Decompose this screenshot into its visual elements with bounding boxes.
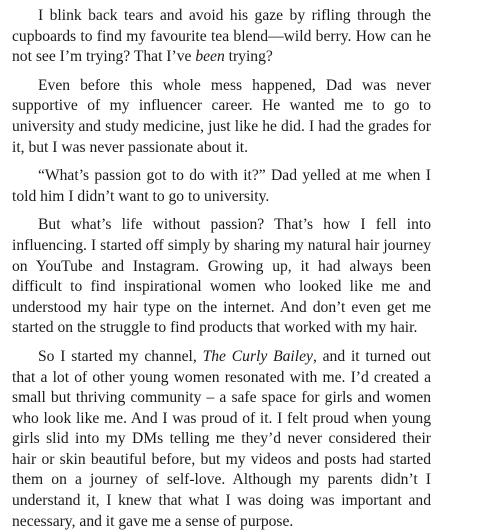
paragraph-4 [12,215,431,339]
paragraph-4-text: But what’s life without passion? That’s how I fell into influencing. I started off simply by sharing my natural hair journey on YouTube and Instagram. Growing up, it had always been difficult to find inspirational women who looked like me and understood my hair type on the internet. And don’t even get me started on the struggle to find products that worked with my hair. [12,216,431,337]
channel-name: The Curly Bailey [202,347,313,365]
paragraph-3-text: “What’s passion got to do with it?” Dad yelled at me when I told him I didn’t want to go to university. [12,167,431,205]
paragraph-1 [12,6,431,68]
paragraph-5-text-b: , and it turned out that a lot of other young women resonated with me. I’d created a small but thriving community – a safe space for girls and women who look like me. And I was proud of it. I felt proud when young girls slid into my DMs telling me they’d never considered their hair or skin beautiful before, but my videos and posts had started them on a journey of self-love. Although my parents didn’t I understand it, I knew that what I was doing was important and necessary, and it gave me a sense of purpose. [12,347,431,530]
paragraph-1-text-a: I blink back tears and avoid his gaze by rifling through the cupboards to find my favourite tea blend—wild berry. How can he not see I’m trying? That I’ve [12,7,431,66]
paragraph-1-emphasis: been [195,48,225,66]
paragraph-5 [12,347,431,532]
paragraph-2-text: Even before this whole mess happened, Dad was never supportive of my influencer career. He wanted me to go to university and study medicine, just like he did. I had the grades for it, but I was never passionate about it. [12,76,431,156]
paragraph-5-text-a: So I started my channel, [38,347,203,365]
paragraph-2 [12,76,431,158]
paragraph-3 [12,166,431,207]
paragraph-1-text-b: trying? [224,48,273,66]
page-text [12,6,431,532]
